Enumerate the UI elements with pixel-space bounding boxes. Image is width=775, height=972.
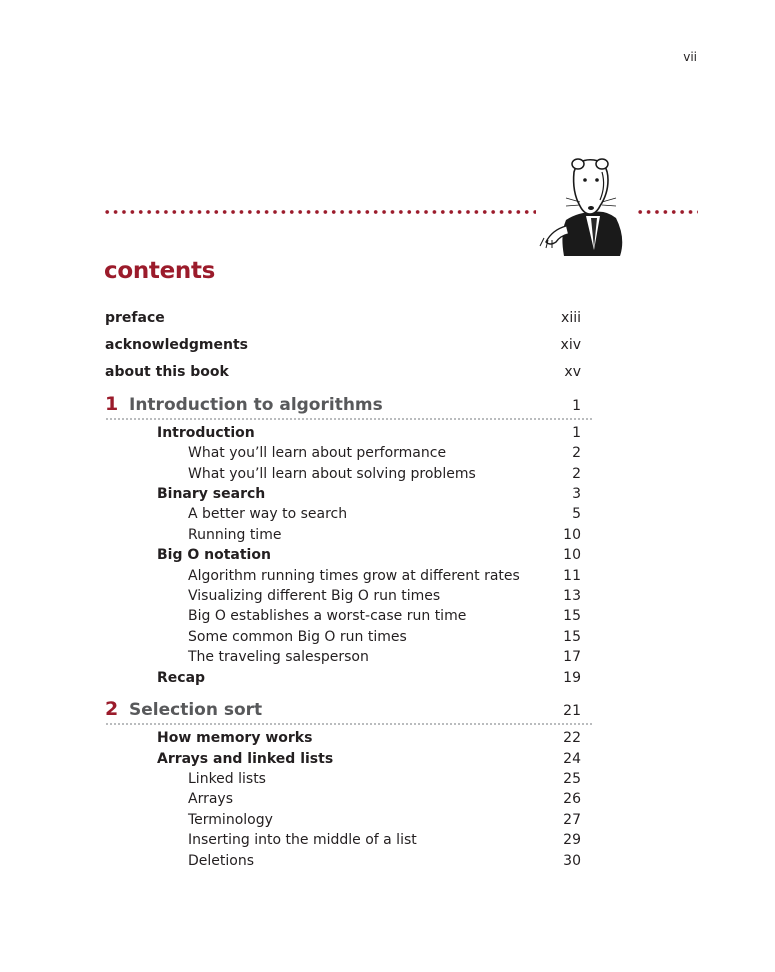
- toc-entry-page: 27: [563, 812, 581, 828]
- toc-entry-title: What you’ll learn about solving problems: [188, 466, 476, 482]
- toc-entry-about-this-book[interactable]: [105, 362, 581, 382]
- chapter-1-heading[interactable]: [105, 392, 581, 418]
- toc-entry-page: 24: [563, 751, 581, 767]
- toc-entry-page: 3: [572, 486, 581, 502]
- toc-entry-title: Visualizing different Big O run times: [188, 588, 441, 604]
- toc-entry-title: about this book: [105, 364, 229, 380]
- chapter-page: 1: [572, 398, 581, 414]
- toc-entry-page: 2: [572, 466, 581, 482]
- chapter-2-dotted-rule: [105, 723, 594, 725]
- toc-subsection[interactable]: [188, 443, 581, 463]
- toc-entry-preface[interactable]: [105, 308, 581, 328]
- toc-section[interactable]: [157, 484, 581, 504]
- toc-entry-title: Arrays: [188, 791, 234, 807]
- toc-subsection[interactable]: [188, 647, 581, 667]
- toc-entry-acknowledgments[interactable]: [105, 335, 581, 355]
- toc-entry-title: Inserting into the middle of a list: [188, 832, 417, 848]
- toc-subsection[interactable]: [188, 504, 581, 524]
- toc-section[interactable]: [157, 423, 581, 443]
- chapter-1-dotted-rule: [105, 418, 594, 420]
- toc-subsection[interactable]: [188, 851, 581, 871]
- toc-entry-title: Big O establishes a worst-case run time: [188, 608, 467, 624]
- toc-entry-page: 17: [563, 649, 581, 665]
- toc-entry-title: Algorithm running times grow at different rates: [188, 568, 520, 584]
- toc-entry-page: 5: [572, 506, 581, 522]
- toc-subsection[interactable]: [188, 525, 581, 545]
- dotted-rule-right: [636, 208, 698, 216]
- toc-entry-page: 30: [563, 853, 581, 869]
- toc-section[interactable]: [157, 545, 581, 565]
- toc-subsection[interactable]: [188, 789, 581, 809]
- page-number: vii: [683, 50, 697, 64]
- toc-subsection[interactable]: [188, 810, 581, 830]
- toc-entry-title: Some common Big O run times: [188, 629, 407, 645]
- toc-entry-title: Running time: [188, 527, 282, 543]
- chapter-2-heading[interactable]: [105, 697, 581, 723]
- toc-entry-title: Binary search: [157, 486, 266, 502]
- toc-entry-page: xiii: [561, 310, 581, 326]
- toc-subsection[interactable]: [188, 586, 581, 606]
- toc-entry-title: Linked lists: [188, 771, 266, 787]
- toc-entry-page: xiv: [560, 337, 581, 353]
- toc-subsection[interactable]: [188, 627, 581, 647]
- toc-entry-page: 13: [563, 588, 581, 604]
- chapter-title: Selection sort: [129, 700, 263, 720]
- chapter-title: Introduction to algorithms: [129, 395, 383, 415]
- toc-entry-page: 10: [563, 547, 581, 563]
- toc-entry-page: 1: [572, 425, 581, 441]
- toc-entry-title: The traveling salesperson: [188, 649, 369, 665]
- chapter-number: 2: [105, 698, 119, 720]
- toc-section[interactable]: [157, 749, 581, 769]
- toc-entry-title: A better way to search: [188, 506, 348, 522]
- toc-entry-page: 22: [563, 730, 581, 746]
- toc-subsection[interactable]: [188, 464, 581, 484]
- mascot-rat-illustration: [536, 150, 636, 260]
- toc-entry-title: Arrays and linked lists: [157, 751, 334, 767]
- toc-section[interactable]: [157, 728, 581, 748]
- toc-entry-page: 15: [563, 629, 581, 645]
- toc-entry-page: xv: [564, 364, 581, 380]
- toc-entry-title: acknowledgments: [105, 337, 248, 353]
- toc-entry-page: 26: [563, 791, 581, 807]
- toc-entry-page: 25: [563, 771, 581, 787]
- chapter-number: 1: [105, 393, 119, 415]
- toc-subsection[interactable]: [188, 606, 581, 626]
- toc-entry-title: Introduction: [157, 425, 255, 441]
- toc-entry-title: What you’ll learn about performance: [188, 445, 447, 461]
- toc-entry-title: preface: [105, 310, 165, 326]
- toc-entry-page: 15: [563, 608, 581, 624]
- toc-entry-page: 29: [563, 832, 581, 848]
- toc-entry-title: Big O notation: [157, 547, 271, 563]
- toc-section[interactable]: [157, 668, 581, 688]
- toc-subsection[interactable]: [188, 566, 581, 586]
- toc-entry-title: Deletions: [188, 853, 255, 869]
- contents-heading: contents: [104, 258, 216, 284]
- toc-entry-page: 2: [572, 445, 581, 461]
- toc-entry-title: Recap: [157, 670, 206, 686]
- toc-subsection[interactable]: [188, 830, 581, 850]
- toc-subsection[interactable]: [188, 769, 581, 789]
- toc-entry-page: 10: [563, 527, 581, 543]
- toc-entry-page: 11: [563, 568, 581, 584]
- toc-entry-title: How memory works: [157, 730, 313, 746]
- toc-entry-title: Terminology: [188, 812, 273, 828]
- chapter-page: 21: [563, 703, 581, 719]
- dotted-rule-left: [103, 208, 536, 216]
- toc-entry-page: 19: [563, 670, 581, 686]
